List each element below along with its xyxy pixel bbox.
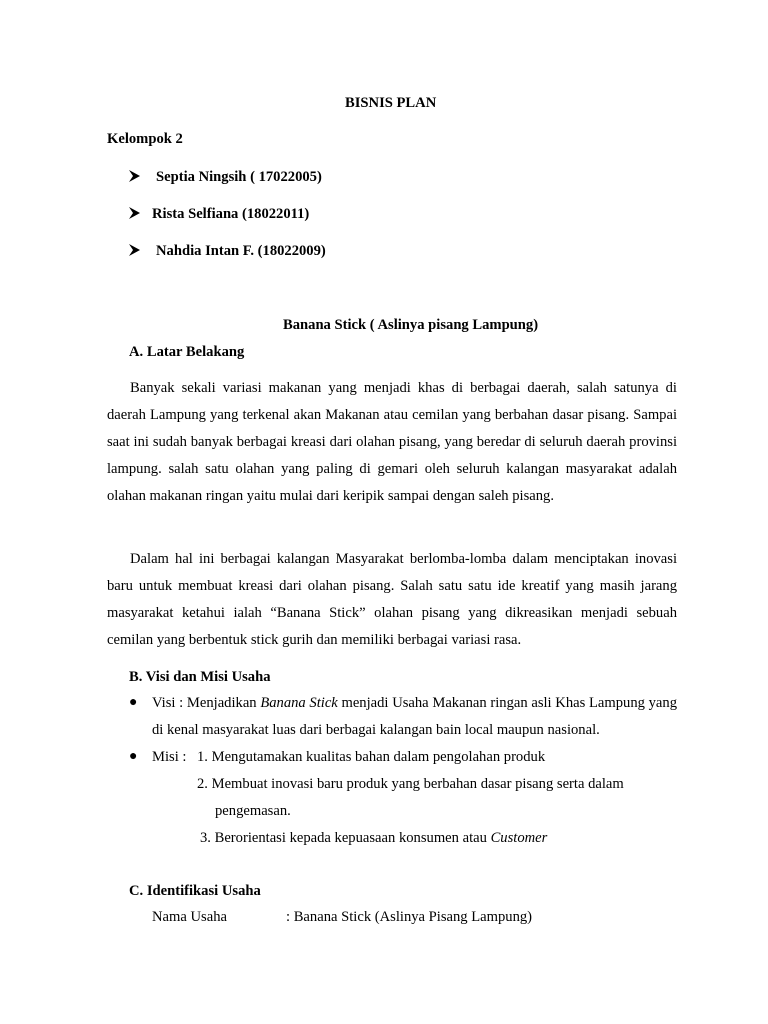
bullet-icon: ● [129,695,138,710]
misi-item-1: 1. Mengutamakan kualitas bahan dalam pengolahan produk [197,749,546,765]
business-name-value: : Banana Stick (Aslinya Pisang Lampung) [286,909,533,925]
arrow-bullet-icon [129,170,140,182]
misi-item-2: 2. Membuat inovasi baru produk yang berbahan dasar pisang serta dalam [197,776,624,792]
section-c-heading: C. Identifikasi Usaha [129,883,261,899]
document-title: BISNIS PLAN [345,95,437,111]
group-label: Kelompok 2 [107,131,183,147]
arrow-bullet-icon [129,244,140,256]
arrow-bullet-icon [129,207,140,219]
section-b-heading: B. Visi dan Misi Usaha [129,669,271,685]
bullet-icon: ● [129,749,138,764]
misi-label: Misi : [152,749,187,765]
business-name-label: Nama Usaha [152,909,227,925]
background-paragraph-2: Dalam hal ini berbagai kalangan Masyarakat berlomba-lomba dalam menciptakan inovasi baru untuk membuat kreasi dari olahan pisang. Salah satu satu ide kreatif yang masih jarang masyarakat ketahui ialah “Banana Stick” olahan pisang yang dikreasikan menjadi sebuah cemilan yang berbentuk stick gurih dan memiliki berbagai variasi rasa. [107,551,677,648]
member-item: Rista Selfiana (18022011) [152,206,310,222]
product-title: Banana Stick ( Aslinya pisang Lampung) [283,317,539,333]
member-item: Nahdia Intan F. (18022009) [156,243,326,259]
misi-item-2-continued: pengemasan. [215,803,291,819]
background-paragraph-1: Banyak sekali variasi makanan yang menjadi khas di berbagai daerah, salah satunya di daerah Lampung yang terkenal akan Makanan atau cemilan yang berbahan dasar pisang. Sampai saat ini sudah banyak berbagai kreasi dari olahan pisang, yang beredar di seluruh daerah provinsi lampung. salah satu olahan yang paling di gemari oleh seluruh kalangan masyarakat adalah olahan makanan ringan yaitu mulai dari keripik sampai dengan saleh pisang. [107,380,677,504]
member-item: Septia Ningsih ( 17022005) [156,169,322,185]
visi-item: Visi : Menjadikan Banana Stick menjadi Usaha Makanan ringan asli Khas Lampung yang di kenal masyarakat luas dari berbagai kalangan bain local maupun nasional. [152,695,677,738]
section-a-heading: A. Latar Belakang [129,344,245,360]
misi-item-3: 3. Berorientasi kepada kepuasaan konsumen atau Customer [200,830,548,846]
